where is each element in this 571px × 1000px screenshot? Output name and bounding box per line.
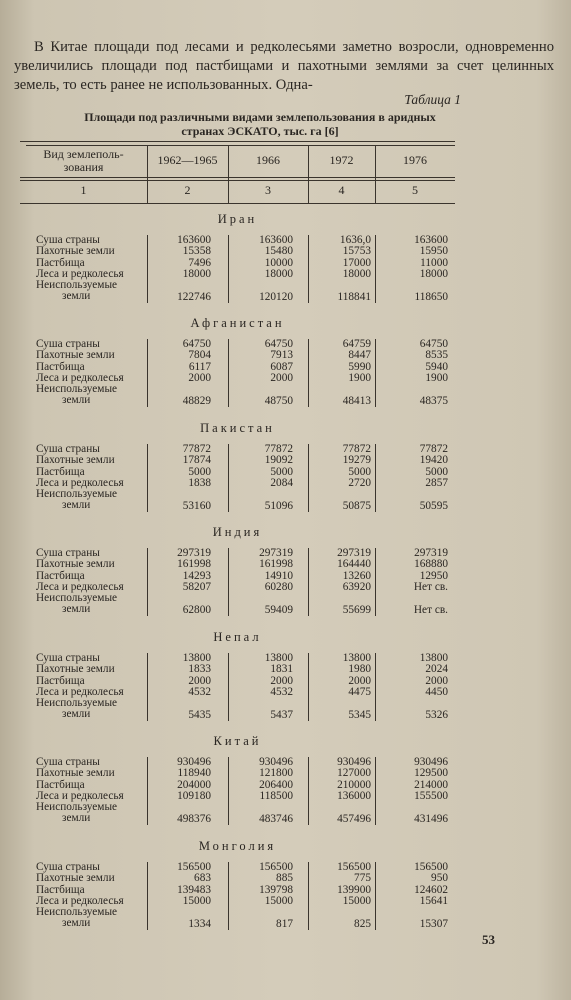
row-label-line: Неиспользуемые [36,906,118,919]
country-rows [36,444,455,512]
row-label-line: земли [62,603,91,616]
cell-value: 64750 [419,338,448,350]
cell-value: 17874 [182,454,211,467]
cell-value: 118500 [259,789,293,802]
cell-value: 139483 [177,883,211,896]
cell-value: 1636,0 [339,234,371,246]
cell-value: 120120 [259,290,293,303]
cell-value: 18000 [182,267,211,280]
cell-value: 129500 [414,767,448,780]
intro-paragraph [14,38,554,95]
table-row [36,768,455,779]
row-label-line: Леса и редколесья [36,580,124,593]
cell-value: 122746 [177,290,211,303]
cell-value: 1900 [348,371,371,384]
cell-value: 55699 [342,603,371,616]
cell-value: 164440 [337,558,371,571]
cell-value: 2024 [425,663,448,676]
header-mid-rule-2 [20,180,455,181]
cell-value: 431496 [414,812,448,825]
cell-value: 156500 [337,861,371,873]
table-row [36,873,455,884]
cell-value: 5990 [348,360,371,373]
row-label-line: Леса и редколесья [36,267,124,280]
header-num-4: 4 [338,183,345,197]
cell-value: 498376 [177,812,211,825]
country-title: Монголия [198,839,277,853]
cell-value: 18000 [419,267,448,280]
cell-value: 1831 [270,663,293,676]
row-label-line: земли [62,917,91,930]
cell-value: 161998 [259,558,293,571]
header-col-1976: 1976 [403,153,427,167]
row-label-line: земли [62,394,91,407]
cell-value: 1833 [188,663,211,676]
country-section [20,521,455,616]
cell-value: 210000 [337,778,371,791]
country-title: Афганистан [190,316,285,330]
header-col-type: Вид землеполь- зования [43,147,124,174]
table-row [36,350,455,361]
cell-value: 77872 [342,443,371,455]
row-label-line: Пахотные земли [36,663,115,676]
cell-value: 77872 [264,443,293,455]
cell-value: 4532 [270,685,293,698]
row-label-line: Пахотные земли [36,454,115,467]
header-col-1962: 1962—1965 [157,153,218,167]
table-row [36,280,455,303]
row-label-line: Суша страны [36,547,100,559]
cell-value: 64750 [264,338,293,350]
cell-value: 14910 [264,569,293,582]
cell-value: 885 [276,872,293,885]
cell-value: 121800 [259,767,293,780]
cell-value: 77872 [419,443,448,455]
header-num-5: 5 [412,183,418,197]
cell-value: 206400 [259,778,293,791]
cell-value: 8447 [348,349,371,362]
cell-value: 139798 [259,883,293,896]
row-label-line: Леса и редколесья [36,476,124,489]
cell-value: 5326 [425,708,448,721]
cell-value: 930496 [177,756,211,768]
cell-value: 118940 [177,767,211,780]
country-title: Индия [212,525,263,539]
header-num-2: 2 [184,183,191,197]
cell-value: 63920 [342,580,371,593]
cell-value: 19420 [419,454,448,467]
cell-value: 2000 [270,674,293,687]
cell-value: 7913 [270,349,293,362]
country-rows [36,235,455,303]
cell-value: 15000 [264,894,293,907]
cell-value: 15480 [264,245,293,258]
cell-value: 2000 [270,371,293,384]
cell-value: 64759 [342,338,371,350]
cell-value: 14293 [182,569,211,582]
cell-value: 48750 [264,394,293,407]
country-rows [36,862,455,930]
cell-value: 19279 [342,454,371,467]
caption-line-1: Площади под различными видами землепользования в аридных [84,110,436,124]
cell-value: 8535 [425,349,448,362]
cell-value: 15000 [182,894,211,907]
row-label-line: Пастбища [36,778,85,791]
table-row [36,246,455,257]
country-rows [36,653,455,721]
row-label-line: земли [62,290,91,303]
row-label-line: Неиспользуемые [36,592,118,605]
row-label-line: Пастбища [36,883,85,896]
cell-value: 62800 [182,603,211,616]
cell-value: 168880 [414,558,448,571]
table-number: Таблица 1 [404,92,461,107]
country-rows [36,548,455,616]
header-bottom-rule [20,203,455,204]
cell-value: 60280 [264,580,293,593]
row-label-line: Суша страны [36,756,100,768]
row-label-line: Пастбища [36,674,85,687]
cell-value: 58207 [182,580,211,593]
cell-value: 1980 [348,663,371,676]
cell-value: 5000 [348,465,371,478]
cell-value: 5000 [425,465,448,478]
cell-value: 1900 [425,371,448,384]
row-label-line: Суша страны [36,652,100,664]
row-label-line: Суша страны [36,234,100,246]
cell-value: 118650 [414,290,448,303]
cell-value: 775 [354,872,371,885]
country-title: Непал [213,630,262,644]
cell-value: 163600 [414,234,448,246]
row-label-line: Леса и редколесья [36,371,124,384]
cell-value: 15307 [419,917,448,930]
row-label-line: Пахотные земли [36,245,115,258]
country-title: Пакистан [200,421,275,435]
cell-value: 5000 [270,465,293,478]
cell-value: 10000 [264,256,293,269]
cell-value: 15753 [342,245,371,258]
cell-value: 4450 [425,685,448,698]
row-label-line: Пахотные земли [36,558,115,571]
cell-value: 1838 [188,476,211,489]
cell-value: 48829 [182,394,211,407]
header-num-1: 1 [80,183,87,197]
cell-value: 2000 [188,674,211,687]
table-row [36,593,455,616]
cell-value: 15000 [342,894,371,907]
cell-value: 48413 [342,394,371,407]
cell-value: 204000 [177,778,211,791]
cell-value: 683 [194,872,211,885]
cell-value: 950 [431,872,448,885]
table-row [36,802,455,825]
cell-value: 2000 [425,674,448,687]
cell-value: 2084 [270,476,293,489]
cell-value: 5345 [348,708,371,721]
cell-value: 18000 [342,267,371,280]
cell-value: 13800 [342,652,371,664]
row-label-line: земли [62,812,91,825]
cell-value: 139900 [337,883,371,896]
row-label-line: земли [62,499,91,512]
cell-value: 163600 [259,234,293,246]
cell-value: Нет св. [413,603,448,616]
row-label-line: земли [62,708,91,721]
row-label-line: Суша страны [36,443,100,455]
cell-value: 297319 [259,547,293,559]
row-label-line: Пахотные земли [36,349,115,362]
cell-value: 5437 [270,708,293,721]
country-section [20,626,455,721]
cell-value: 127000 [337,767,371,780]
row-label-line: Неиспользуемые [36,383,118,396]
cell-value: 64750 [182,338,211,350]
cell-value: 51096 [264,499,293,512]
header-col-1966: 1966 [256,153,280,167]
country-rows [36,339,455,407]
cell-value: 124602 [414,883,448,896]
cell-value: 817 [276,917,293,930]
table-row [36,455,455,466]
row-label-line: Пахотные земли [36,872,115,885]
row-label-line: Пастбища [36,256,85,269]
table-row [36,907,455,930]
page-number: 53 [482,932,495,947]
row-label-line: Неиспользуемые [36,488,118,501]
cell-value: 930496 [259,756,293,768]
cell-value: 1334 [188,917,211,930]
cell-value: 12950 [419,569,448,582]
row-label-line: Пастбища [36,569,85,582]
cell-value: 19092 [264,454,293,467]
row-label-line: Неиспользуемые [36,279,118,292]
cell-value: 15641 [419,894,448,907]
cell-value: 13260 [342,569,371,582]
cell-value: 11000 [420,256,448,269]
table-row [36,384,455,407]
row-label-line: Пахотные земли [36,767,115,780]
cell-value: 825 [354,917,371,930]
row-label-line: Леса и редколесья [36,789,124,802]
intro-text: В Китае площади под лесами и редколесьями заметно возросли, одновременно увеличились площади под пастбищами и пахотными землями за счет целинных земель, то есть ранее не использованных. Одна- [14,39,554,93]
cell-value: 13800 [264,652,293,664]
table-row [36,489,455,512]
country-section [20,312,455,407]
cell-value: 136000 [337,789,371,802]
cell-value: 15950 [419,245,448,258]
cell-value: 163600 [177,234,211,246]
cell-value: 7804 [188,349,211,362]
cell-value: Нет св. [413,580,448,593]
cell-value: 161998 [177,558,211,571]
row-label-line: Неиспользуемые [36,697,118,710]
cell-value: 297319 [414,547,448,559]
cell-value: 930496 [414,756,448,768]
cell-value: 156500 [414,861,448,873]
table-row [36,698,455,721]
cell-value: 48375 [419,394,448,407]
row-label-line: Суша страны [36,861,100,873]
country-section [20,417,455,512]
cell-value: 53160 [182,499,211,512]
country-section [20,208,455,303]
cell-value: 297319 [337,547,371,559]
row-label-line: Пастбища [36,465,85,478]
cell-value: 15358 [182,245,211,258]
row-label-line: Леса и редколесья [36,894,124,907]
row-label-line: Леса и редколесья [36,685,124,698]
cell-value: 156500 [259,861,293,873]
country-title: Иран [217,212,258,226]
cell-value: 483746 [259,812,293,825]
row-label-line: Суша страны [36,338,100,350]
country-title: Китай [213,734,262,748]
cell-value: 930496 [337,756,371,768]
header-mid-rule [20,177,455,178]
header-col-1972: 1972 [329,153,354,167]
cell-value: 77872 [182,443,211,455]
cell-value: 5000 [188,465,211,478]
cell-value: 13800 [419,652,448,664]
cell-value: 5435 [188,708,211,721]
cell-value: 6087 [270,360,293,373]
cell-value: 6117 [188,360,211,373]
cell-value: 2000 [348,674,371,687]
table-row [36,559,455,570]
cell-value: 2000 [188,371,211,384]
cell-value: 13800 [182,652,211,664]
cell-value: 297319 [177,547,211,559]
cell-value: 155500 [414,789,448,802]
cell-value: 2857 [425,476,448,489]
cell-value: 59409 [264,603,293,616]
cell-value: 109180 [177,789,211,802]
header-top-rule [20,141,455,142]
cell-value: 4532 [188,685,211,698]
cell-value: 457496 [337,812,371,825]
cell-value: 18000 [264,267,293,280]
cell-value: 4475 [348,685,371,698]
cell-value: 214000 [414,778,448,791]
row-label-line: Пастбища [36,360,85,373]
row-label-line: Неиспользуемые [36,801,118,814]
cell-value: 7496 [188,256,211,269]
cell-value: 50875 [342,499,371,512]
country-section [20,730,455,825]
table-row [36,664,455,675]
cell-value: 50595 [419,499,448,512]
caption-line-2: странах ЭСКАТО, тыс. га [6] [181,124,339,138]
country-rows [36,757,455,825]
cell-value: 2720 [348,476,371,489]
cell-value: 156500 [177,861,211,873]
cell-value: 118841 [337,290,371,303]
table-caption [40,110,480,138]
country-section [20,835,455,930]
cell-value: 5940 [425,360,448,373]
table-header [20,141,455,208]
header-top-rule-2 [26,145,455,146]
header-num-3: 3 [265,183,271,197]
cell-value: 17000 [342,256,371,269]
